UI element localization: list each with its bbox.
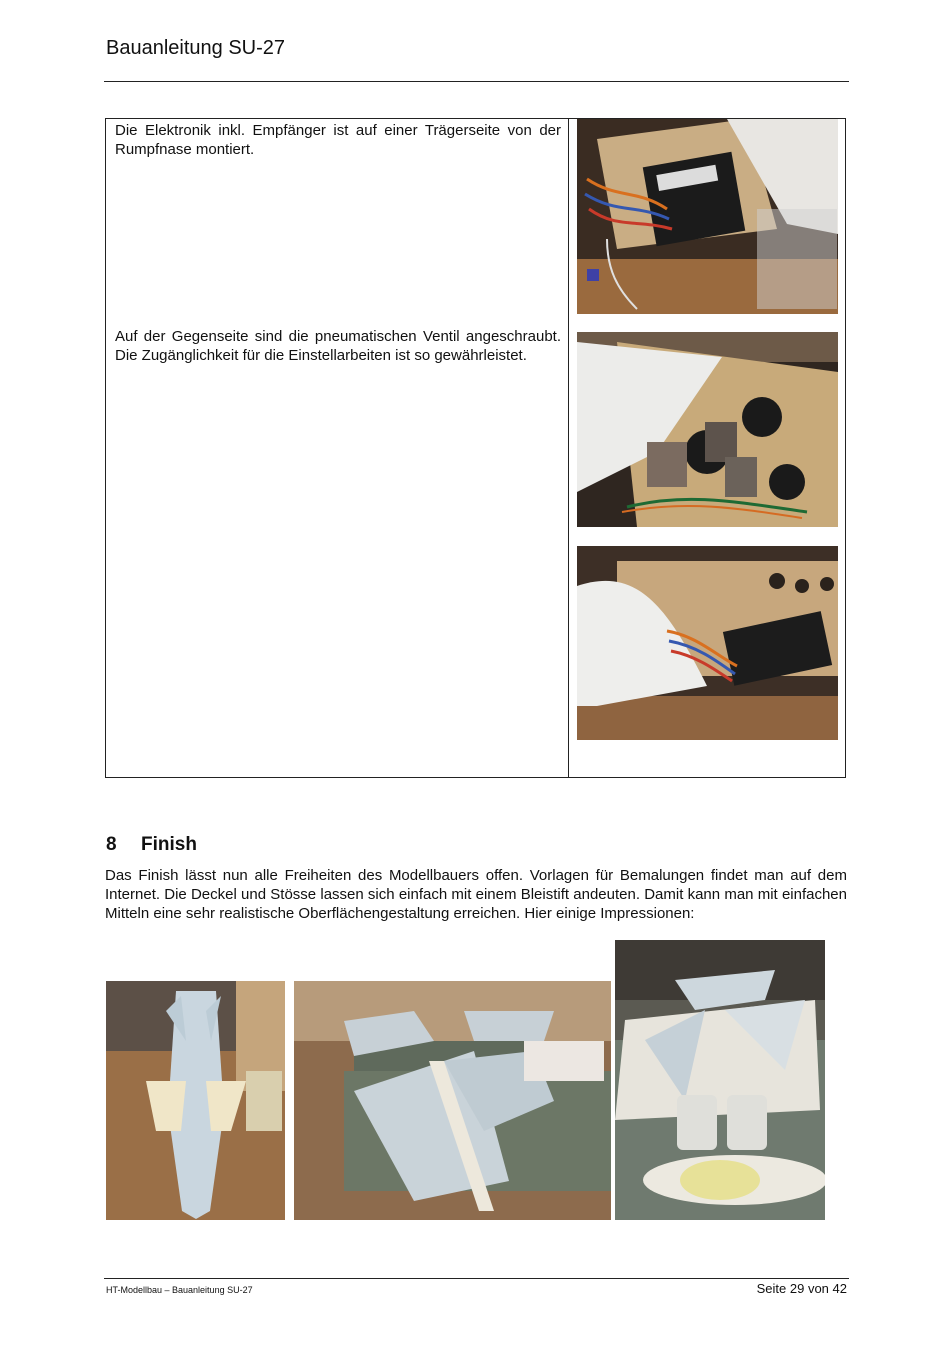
header-rule (104, 81, 849, 82)
photo-wings-painted (294, 981, 611, 1220)
photo-fuselage-painted (106, 981, 285, 1220)
section-number: 8 (106, 834, 117, 855)
footer-rule (104, 1278, 849, 1279)
footer-page-number: Seite 29 von 42 (756, 1281, 847, 1296)
photo-pneumatic-valves (577, 332, 838, 527)
section-body: Das Finish lässt nun alle Freiheiten des Modellbauers offen. Vorlagen für Bemalungen findet man auf dem Internet. Die Deckel und Stösse lassen sich einfach mit einem Bleistift andeuten. Damit kann man mit einfachen Mitteln eine sehr realistische Oberflächengestaltung erreichen. Hier einige Impressionen: (105, 867, 847, 922)
photo-electronics-receiver (577, 119, 838, 314)
table-cell-electronics: Die Elektronik inkl. Empfänger ist auf einer Trägerseite von der Rumpfnase montiert. (115, 122, 561, 158)
table-column-divider (568, 118, 569, 778)
section-title: Finish (141, 834, 197, 855)
page-header-title: Bauanleitung SU-27 (106, 37, 286, 59)
table-cell-valves: Auf der Gegenseite sind die pneumatischen Ventil angeschraubt. Die Zugänglichkeit für die Einstellarbeiten ist so gewährleistet. (115, 328, 561, 364)
footer-publisher: HT-Modellbau – Bauanleitung SU-27 (106, 1285, 253, 1295)
photo-nose-section (577, 546, 838, 740)
photo-parts-on-table (615, 940, 825, 1220)
